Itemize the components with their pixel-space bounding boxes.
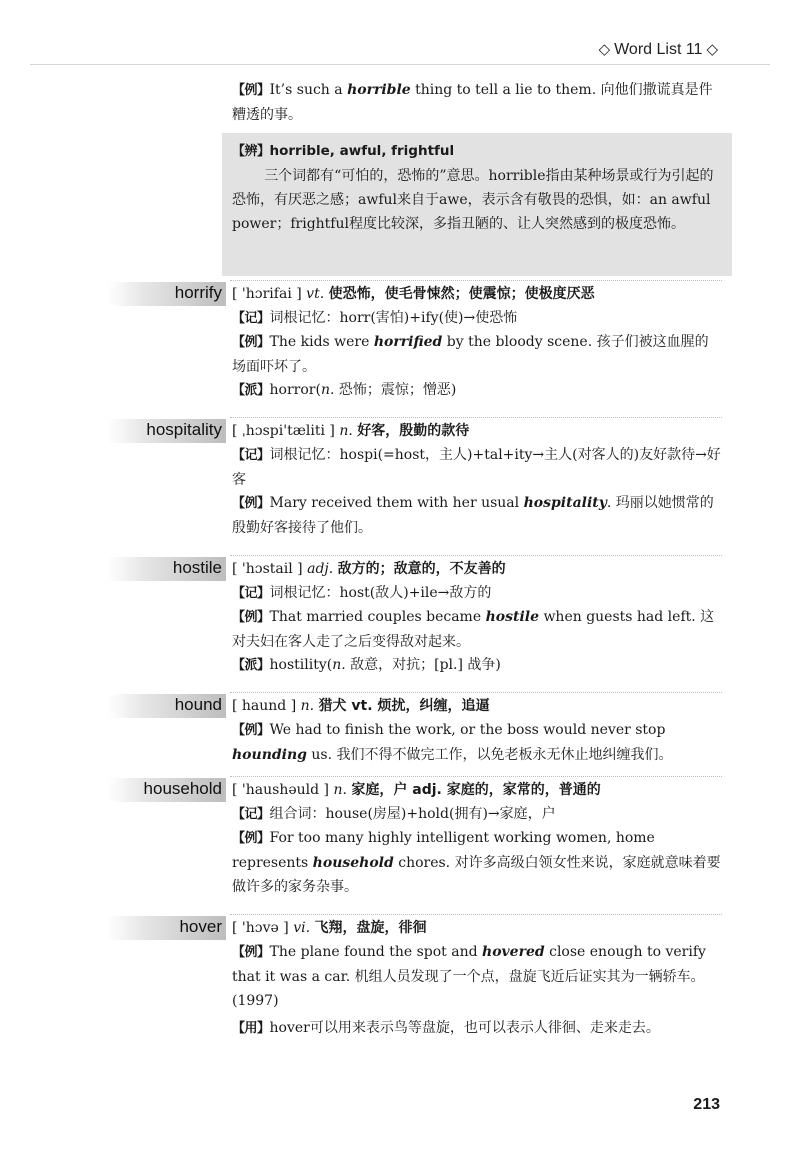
- entry-divider: [230, 692, 722, 693]
- example-text-pre: It’s such a: [269, 82, 348, 98]
- phonetic: [ 'haushəuld ]: [232, 782, 329, 798]
- line-tag: 【派】: [232, 383, 270, 398]
- line-tag: 【记】: [232, 807, 270, 822]
- line-text-post: by the bloody scene. 孩子们被这血腥的场面吓坏了。: [232, 334, 709, 375]
- line-tag: 【例】: [232, 831, 270, 846]
- line-text-post: . 玛丽以她惯常的殷勤好客接待了他们。: [232, 495, 714, 536]
- entry-headline: [232, 916, 426, 940]
- part-of-speech: adj.: [307, 561, 334, 577]
- line-italic: n.: [320, 382, 335, 398]
- line-text-pre: 组合词：house(房屋)+hold(拥有)→家庭，户: [269, 806, 556, 822]
- example-text-post: thing to tell a lie to them. 向他们撒谎真是件糟透的事。: [232, 82, 713, 123]
- example-horrible: [232, 78, 722, 127]
- entry-headline: [232, 557, 506, 581]
- phonetic: [ 'hɔrifai ]: [232, 286, 302, 302]
- headword-bar: [108, 282, 226, 306]
- headword-bar: [108, 916, 226, 940]
- entry-divider: [230, 776, 722, 777]
- distinction-box: [222, 133, 732, 276]
- line-tag: 【例】: [232, 610, 270, 625]
- line-tag: 【例】: [232, 496, 270, 511]
- line-tag: 【例】: [232, 945, 270, 960]
- distinction-title: horrible, awful, frightful: [269, 143, 455, 159]
- line-text-pre: hostility(: [269, 657, 333, 673]
- example-highlight: horrible: [347, 82, 411, 98]
- line-text-tail: 恐怖；震惊；憎恶): [334, 382, 457, 398]
- diamond-icon: ◇: [706, 41, 718, 58]
- entry-line: [232, 306, 722, 331]
- definition: 家庭，户 adj. 家庭的，家常的，普通的: [351, 782, 601, 798]
- entry-line: [232, 802, 722, 827]
- entry-headline: [232, 778, 601, 802]
- headword: hound: [174, 695, 222, 714]
- line-tag: 【例】: [232, 723, 270, 738]
- page-number: 213: [693, 1096, 720, 1113]
- definition: 使恐怖，使毛骨悚然；使震惊；使极度厌恶: [328, 286, 595, 302]
- part-of-speech: n.: [300, 698, 315, 714]
- phonetic: [ 'hɔvə ]: [232, 920, 289, 936]
- line-tag: 【例】: [232, 335, 270, 350]
- line-text-pre: That married couples became: [269, 609, 486, 625]
- headword-bar: [108, 419, 226, 443]
- line-text-pre: 词根记忆：hospi(=host，主人)+tal+ity→主人(对客人的)友好款待→好客: [232, 447, 721, 488]
- part-of-speech: n.: [339, 423, 353, 439]
- line-text-pre: 词根记忆：horr(害怕)+ify(使)→使恐怖: [269, 310, 518, 326]
- entry-line: [232, 378, 722, 403]
- headword-bar: [108, 778, 226, 802]
- distinction-heading: [232, 139, 722, 164]
- entry-divider: [230, 914, 722, 915]
- line-tag: 【记】: [232, 311, 270, 326]
- part-of-speech: vt.: [306, 286, 325, 302]
- entry-line: [232, 605, 722, 654]
- line-highlight: hounding: [232, 747, 307, 763]
- definition: 飞翔，盘旋，徘徊: [314, 920, 427, 936]
- distinction-tag: 【辨】: [232, 144, 270, 159]
- diamond-icon: ◇: [598, 41, 611, 58]
- entry-divider: [230, 280, 722, 281]
- entry-headline: [232, 419, 469, 443]
- line-tag: 【用】: [232, 1021, 270, 1036]
- running-header: [595, 40, 722, 59]
- headword: hostile: [172, 558, 222, 577]
- header-divider: [30, 64, 770, 65]
- line-text-post: chores. 对许多高级白领女性来说，家庭就意味着要做许多的家务杂事。: [232, 855, 721, 895]
- line-highlight: hovered: [482, 944, 545, 960]
- line-highlight: hostile: [485, 609, 539, 625]
- entry-line: [232, 653, 722, 678]
- part-of-speech: n.: [333, 782, 347, 798]
- line-highlight: hospitality: [523, 495, 607, 511]
- headword-bar: [108, 557, 226, 581]
- line-text-pre: We had to finish the work, or the boss would never stop: [269, 722, 666, 738]
- line-text-pre: For too many highly intelligent working women, home represents: [232, 830, 655, 871]
- entry-line: [232, 826, 722, 899]
- line-highlight: household: [312, 855, 394, 871]
- line-text-post: when guests had left. 这对夫妇在客人走了之后变得敌对起来。: [232, 609, 715, 650]
- entry-line: [232, 940, 722, 1013]
- entry-line: [232, 330, 722, 379]
- entry-headline: [232, 282, 595, 306]
- line-text-post: us. 我们不得不做完工作，以免老板永无休止地纠缠我们。: [306, 747, 673, 763]
- part-of-speech: vi.: [293, 920, 311, 936]
- entry-line: [232, 718, 722, 767]
- definition: 猎犬 vt. 烦扰，纠缠，追逼: [318, 698, 490, 714]
- entry-divider: [230, 555, 722, 556]
- example-tag: 【例】: [232, 83, 270, 98]
- distinction-body: 三个词都有“可怕的，恐怖的”意思。horrible指由某种场景或行为引起的恐怖，有厌恶之感；awful来自于awe，表示含有敬畏的恐惧，如：an awful power；frightful程度比较深，多指丑陋的、让人突然感到的极度恐怖。: [232, 168, 714, 232]
- line-tag: 【记】: [232, 448, 270, 463]
- line-text-pre: horror(: [269, 382, 321, 398]
- definition: 敌方的；敌意的，不友善的: [337, 561, 506, 577]
- line-tag: 【派】: [232, 658, 270, 673]
- line-text-pre: hover可以用来表示鸟等盘旋，也可以表示人徘徊、走来走去。: [269, 1020, 660, 1036]
- phonetic: [ ˌhɔspi'tæliti ]: [232, 423, 335, 439]
- entry-line: [232, 1016, 722, 1041]
- line-text-tail: 敌意，对抗；[pl.] 战争): [345, 657, 501, 673]
- definition: 好客，殷勤的款待: [357, 423, 470, 439]
- line-tag: 【记】: [232, 586, 270, 601]
- headword: hospitality: [146, 420, 222, 439]
- line-highlight: horrified: [373, 334, 443, 350]
- line-text-pre: The kids were: [269, 334, 374, 350]
- line-text-pre: 词根记忆：host(敌人)+ile→敌方的: [269, 585, 492, 601]
- entry-line: [232, 443, 722, 492]
- entry-line: [232, 581, 722, 606]
- phonetic: [ haund ]: [232, 698, 297, 714]
- headword: horrify: [174, 283, 222, 302]
- entry-line: [232, 491, 722, 540]
- entry-headline: [232, 694, 489, 718]
- line-text-post: close enough to verify that it was a car. 机组人员发现了一个点，盘旋飞近后证实其为一辆轿车。(1997): [232, 944, 706, 1009]
- line-italic: n.: [332, 657, 346, 673]
- headword: hover: [179, 917, 222, 936]
- line-text-pre: Mary received them with her usual: [269, 495, 524, 511]
- line-text-pre: The plane found the spot and: [269, 944, 483, 960]
- entry-divider: [230, 417, 722, 418]
- headword-bar: [108, 694, 226, 718]
- phonetic: [ 'hɔstail ]: [232, 561, 303, 577]
- headword: household: [143, 779, 222, 798]
- word-list-title: Word List 11: [614, 41, 703, 58]
